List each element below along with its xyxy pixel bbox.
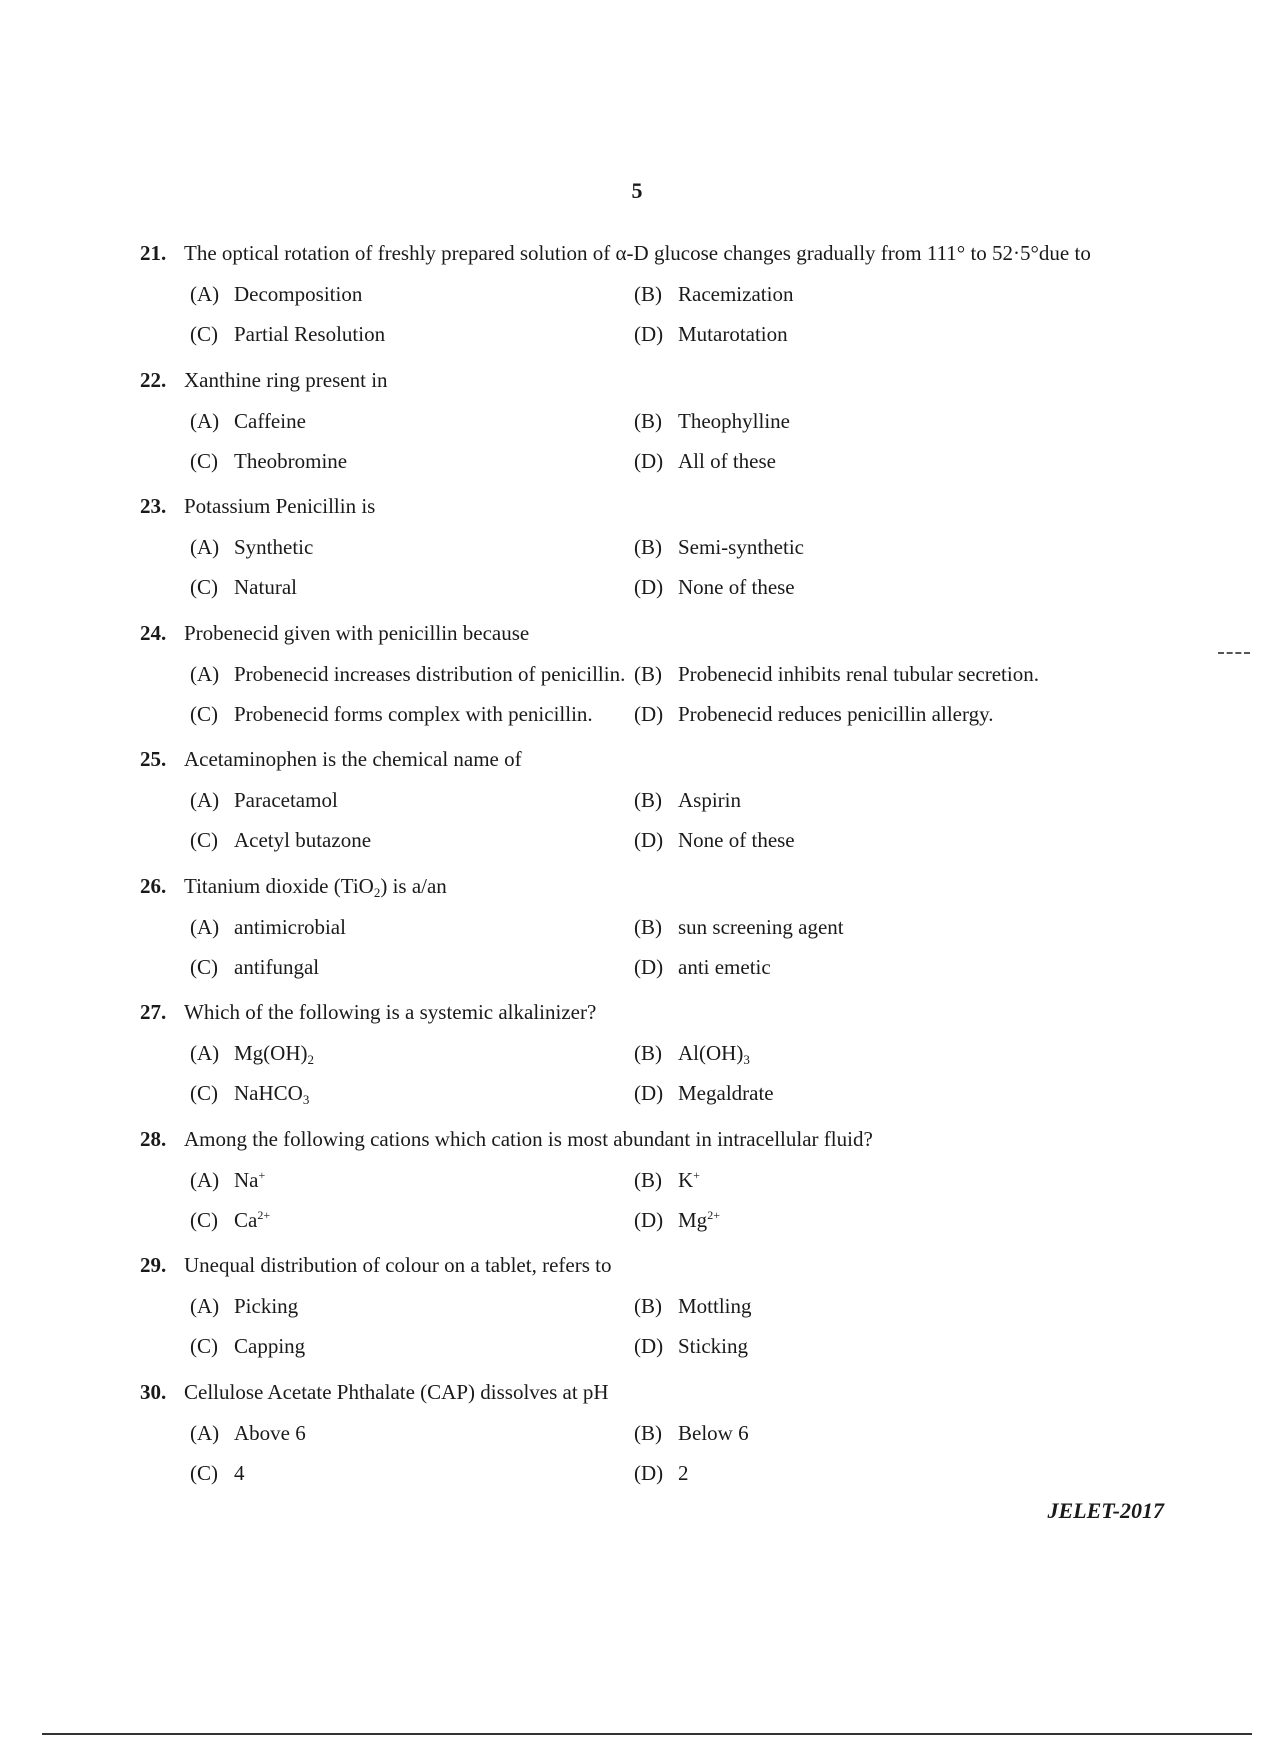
- question-number: 24.: [140, 620, 167, 645]
- option-text: antimicrobial: [234, 914, 346, 939]
- option-letter: (B): [634, 914, 662, 939]
- option-letter: (C): [190, 701, 218, 726]
- option-a: [140, 654, 634, 694]
- question-list: [140, 232, 1190, 1497]
- option-text: antifungal: [234, 954, 320, 979]
- subscript: 2: [373, 884, 381, 900]
- option-text: Probenecid inhibits renal tubular secretion.: [678, 661, 1039, 686]
- question-24: [140, 612, 1190, 739]
- option-text: Sticking: [678, 1334, 749, 1358]
- option-c: [140, 947, 634, 987]
- option-b: [634, 527, 1164, 567]
- option-text: Probenecid reduces penicillin allergy.: [678, 701, 994, 726]
- option-letter: (D): [634, 448, 664, 473]
- question-number: 26.: [140, 873, 167, 898]
- option-letter: (A): [190, 661, 220, 686]
- option-a: [140, 780, 634, 820]
- question-number: 28.: [140, 1126, 167, 1151]
- option-b: [634, 907, 1164, 947]
- question-text: [184, 874, 447, 898]
- option-text: 4: [234, 1460, 245, 1485]
- option-text: None of these: [678, 575, 795, 599]
- option-d: [634, 947, 1164, 987]
- question-27: [140, 991, 1190, 1118]
- option-text: Mg: [678, 1207, 708, 1232]
- option-letter: (C): [190, 1081, 218, 1105]
- subscript: 2: [307, 1052, 314, 1067]
- superscript: 2+: [257, 1207, 271, 1222]
- option-text: Probenecid increases distribution of penicillin.: [234, 661, 626, 686]
- option-letter: (B): [634, 1294, 662, 1318]
- question-text: Cellulose Acetate Phthalate (CAP) dissolves at pH: [184, 1379, 609, 1404]
- question-23: [140, 485, 1190, 612]
- option-text: Capping: [234, 1334, 306, 1358]
- option-c: [140, 314, 634, 354]
- option-c: [140, 1200, 634, 1240]
- option-letter: (A): [190, 1167, 220, 1192]
- option-d: [634, 1073, 1164, 1113]
- option-text: NaHCO: [234, 1081, 303, 1105]
- option-letter: (B): [634, 408, 662, 433]
- option-text: Probenecid forms complex with penicillin.: [234, 701, 593, 726]
- question-number: 22.: [140, 367, 167, 392]
- question-text: Potassium Penicillin is: [184, 494, 376, 518]
- option-b: [634, 1413, 1164, 1453]
- option-a: [140, 907, 634, 947]
- option-text: Ca: [234, 1207, 258, 1232]
- question-number: 30.: [140, 1379, 167, 1404]
- option-letter: (D): [634, 322, 664, 346]
- option-b: [634, 1033, 1164, 1073]
- option-letter: (C): [190, 1207, 218, 1232]
- option-letter: (D): [634, 701, 664, 726]
- question-25: [140, 738, 1190, 865]
- option-a: [140, 1413, 634, 1453]
- superscript: +: [693, 1167, 700, 1182]
- option-d: [634, 694, 1164, 734]
- option-letter: (A): [190, 914, 220, 939]
- option-letter: (B): [634, 282, 662, 306]
- option-text: Mg(OH): [234, 1041, 308, 1065]
- option-text: None of these: [678, 828, 795, 852]
- option-letter: (D): [634, 1334, 664, 1358]
- option-letter: (A): [190, 1294, 220, 1318]
- option-text: Mottling: [678, 1294, 752, 1318]
- option-letter: (C): [190, 954, 218, 979]
- option-b: [634, 401, 1164, 441]
- question-text-part: ) is a/an: [380, 873, 447, 898]
- option-d: [634, 314, 1164, 354]
- exam-code: JELET-2017: [1047, 1498, 1164, 1523]
- question-28: [140, 1118, 1190, 1245]
- option-letter: (C): [190, 448, 218, 473]
- question-number: 25.: [140, 747, 167, 771]
- option-text: Acetyl butazone: [234, 828, 372, 852]
- question-number: 23.: [140, 494, 167, 518]
- question-26: [140, 865, 1190, 992]
- option-letter: (B): [634, 661, 662, 686]
- subscript: 3: [302, 1092, 310, 1107]
- question-number: 27.: [140, 1000, 167, 1024]
- page-number: 5: [631, 178, 643, 203]
- option-b: [634, 274, 1164, 314]
- option-text: Caffeine: [234, 408, 306, 433]
- question-text: Unequal distribution of colour on a tablet, refers to: [184, 1253, 612, 1277]
- option-letter: (A): [190, 408, 220, 433]
- option-text: Aspirin: [678, 788, 741, 812]
- option-letter: (D): [634, 954, 664, 979]
- option-text: sun screening agent: [678, 914, 844, 939]
- option-text: 2: [678, 1460, 689, 1485]
- scan-mark: [1218, 652, 1250, 654]
- option-letter: (A): [190, 1420, 220, 1445]
- option-text: Above 6: [234, 1420, 306, 1445]
- question-30: [140, 1371, 1190, 1498]
- superscript: 2+: [707, 1207, 720, 1222]
- option-text: Picking: [234, 1294, 299, 1318]
- option-b: [634, 654, 1164, 694]
- option-text: K: [678, 1167, 694, 1192]
- option-letter: (C): [190, 1460, 218, 1485]
- option-letter: (B): [634, 1420, 662, 1445]
- option-a: [140, 1160, 634, 1200]
- option-letter: (B): [634, 1167, 662, 1192]
- option-text: All of these: [678, 448, 776, 473]
- option-a: [140, 1286, 634, 1326]
- option-text: Al(OH): [678, 1041, 744, 1065]
- option-letter: (C): [190, 575, 218, 599]
- question-text: Among the following cations which cation is most abundant in intracellular fluid?: [184, 1126, 873, 1151]
- option-b: [634, 1286, 1164, 1326]
- question-number: 21.: [140, 241, 167, 265]
- option-c: [140, 1073, 634, 1113]
- option-b: [634, 1160, 1164, 1200]
- question-29: [140, 1244, 1190, 1371]
- option-a: [140, 401, 634, 441]
- option-letter: (C): [190, 1334, 218, 1358]
- option-letter: (C): [190, 828, 218, 852]
- option-c: [140, 694, 634, 734]
- superscript: +: [258, 1167, 266, 1182]
- option-c: [140, 1326, 634, 1366]
- option-b: [634, 780, 1164, 820]
- question-text: Xanthine ring present in: [184, 367, 388, 392]
- option-letter: (D): [634, 1207, 664, 1232]
- option-c: [140, 567, 634, 607]
- option-letter: (B): [634, 1041, 662, 1065]
- question-text: Acetaminophen is the chemical name of: [184, 747, 522, 771]
- question-text-part: Titanium dioxide (TiO: [184, 873, 374, 898]
- option-text: Partial Resolution: [234, 322, 386, 346]
- option-letter: (A): [190, 1041, 220, 1065]
- option-letter: (A): [190, 788, 220, 812]
- subscript: 3: [743, 1052, 750, 1067]
- bottom-rule: [42, 1733, 1252, 1735]
- option-letter: (D): [634, 1081, 664, 1105]
- option-letter: (D): [634, 1460, 664, 1485]
- option-d: [634, 1326, 1164, 1366]
- option-text: Megaldrate: [678, 1081, 774, 1105]
- option-d: [634, 567, 1164, 607]
- question-text: Which of the following is a systemic alkalinizer?: [184, 1000, 597, 1024]
- option-text: Theobromine: [234, 448, 348, 473]
- question-22: [140, 359, 1190, 486]
- option-text: Na: [234, 1167, 259, 1192]
- option-letter: (A): [190, 282, 220, 306]
- option-text: Decomposition: [234, 282, 363, 306]
- option-a: [140, 527, 634, 567]
- option-letter: (B): [634, 535, 662, 559]
- option-d: [634, 1453, 1164, 1493]
- option-letter: (C): [190, 322, 218, 346]
- option-a: [140, 1033, 634, 1073]
- question-text: The optical rotation of freshly prepared solution of α-D glucose changes gradually from 111° to 52·5°due to: [184, 241, 1091, 265]
- option-text: Semi-synthetic: [678, 535, 804, 559]
- question-number: 29.: [140, 1253, 167, 1277]
- option-text: Paracetamol: [234, 788, 338, 812]
- question-21: [140, 232, 1190, 359]
- option-c: [140, 820, 634, 860]
- question-text: Probenecid given with penicillin because: [184, 620, 530, 645]
- option-d: [634, 1200, 1164, 1240]
- option-letter: (A): [190, 535, 220, 559]
- option-text: Racemization: [678, 282, 794, 306]
- option-letter: (D): [634, 575, 664, 599]
- option-a: [140, 274, 634, 314]
- option-d: [634, 441, 1164, 481]
- option-text: Theophylline: [678, 408, 790, 433]
- option-c: [140, 1453, 634, 1493]
- option-letter: (B): [634, 788, 662, 812]
- option-letter: (D): [634, 828, 664, 852]
- option-text: Below 6: [678, 1420, 749, 1445]
- option-text: Mutarotation: [678, 322, 788, 346]
- option-c: [140, 441, 634, 481]
- option-text: Synthetic: [234, 535, 314, 559]
- option-text: anti emetic: [678, 954, 771, 979]
- option-d: [634, 820, 1164, 860]
- option-text: Natural: [234, 575, 297, 599]
